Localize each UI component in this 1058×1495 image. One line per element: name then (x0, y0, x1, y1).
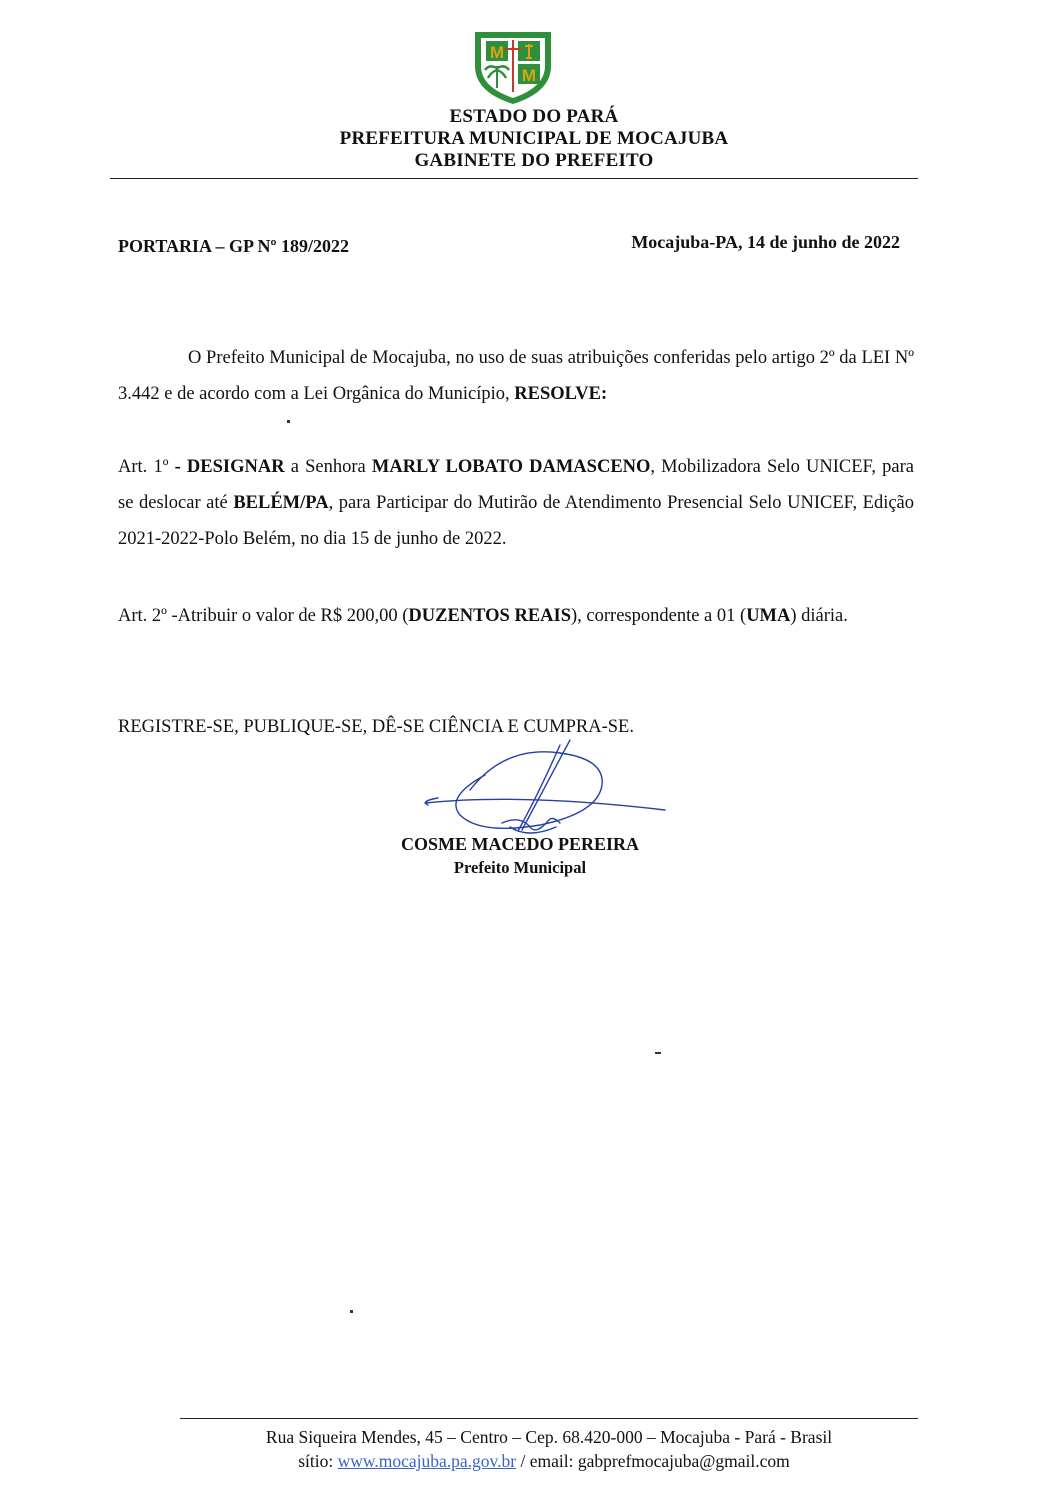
header-divider (110, 178, 918, 179)
signatory-block (378, 832, 662, 880)
art1-text-3: , para Participar do Mutirão de Atendimento Presencial Selo UNICEF, Edição 2021-2022-Polo Belém, no dia 15 de junho de 2022. (118, 493, 915, 549)
footer-site-label: sítio: (298, 1451, 334, 1471)
art1-dash: - (168, 457, 187, 477)
header-state: ESTADO DO PARÁ (449, 106, 619, 127)
document-date: Mocajuba-PA, 14 de junho de 2022 (631, 232, 900, 252)
article-1 (118, 449, 914, 557)
art2-text-2: ), correspondente a 01 ( (571, 606, 747, 626)
art2-quantity-words: UMA (746, 606, 791, 626)
art2-text-1: Art. 2º -Atribuir o valor de R$ 200,00 ( (118, 606, 409, 626)
art1-person-name: MARLY LOBATO DAMASCENO (371, 457, 651, 477)
intro-resolve: RESOLVE: (514, 384, 608, 404)
svg-text:M: M (489, 43, 505, 62)
intro-text: O Prefeito Municipal de Mocajuba, no uso de suas atribuições conferidas pelo artigo 2º da LEI Nº 3.442 e de acordo com a Lei Orgânica do Município, (118, 348, 914, 404)
municipal-crest-logo (471, 26, 555, 106)
scan-speck (350, 1310, 353, 1313)
art2-amount-words: DUZENTOS REAIS (408, 606, 572, 626)
letterhead (0, 106, 1058, 172)
article-2 (118, 598, 914, 634)
footer-contact (30, 1449, 1058, 1473)
header-office: GABINETE DO PREFEITO (414, 150, 654, 171)
scan-speck (655, 1052, 661, 1054)
art1-text-1: a Senhora (284, 457, 372, 477)
art2-text-3: ) diária. (790, 606, 848, 626)
art1-text-2: , Mobilizadora Selo UNICEF, para se deslocar até (118, 457, 914, 513)
header-prefecture: PREFEITURA MUNICIPAL DE MOCAJUBA (339, 128, 729, 149)
scan-speck (287, 420, 290, 423)
footer-address: Rua Siqueira Mendes, 45 – Centro – Cep. 68.420-000 – Mocajuba - Pará - Brasil (265, 1427, 833, 1447)
footer-email: gabprefmocajuba@gmail.com (577, 1451, 790, 1471)
signatory-name: COSME MACEDO PEREIRA (400, 834, 639, 854)
signatory-role: Prefeito Municipal (453, 858, 587, 877)
intro-paragraph (118, 340, 914, 412)
handwritten-signature (410, 735, 680, 845)
closing-formula: REGISTRE-SE, PUBLIQUE-SE, DÊ-SE CIÊNCIA E CUMPRA-SE. (118, 717, 634, 737)
art1-verb: DESIGNAR (186, 457, 285, 477)
art1-destination: BELÉM/PA (233, 493, 329, 513)
footer-email-label: / email: (516, 1451, 578, 1471)
footer (0, 1425, 1058, 1473)
art1-prefix: Art. 1º (118, 457, 169, 477)
svg-text:M: M (521, 66, 537, 85)
footer-divider (180, 1418, 918, 1419)
footer-site-link[interactable]: www.mocajuba.pa.gov.br (337, 1451, 517, 1471)
document-number: PORTARIA – GP Nº 189/2022 (118, 236, 349, 256)
